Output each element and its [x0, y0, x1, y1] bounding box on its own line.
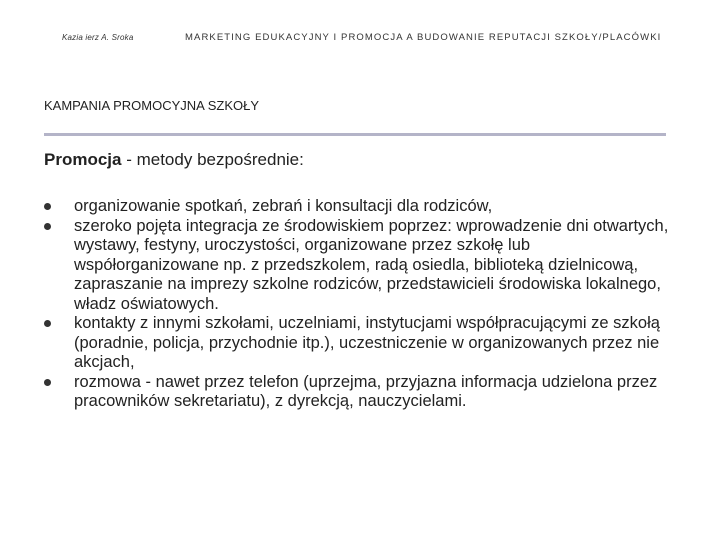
header-title: MARKETING EDUKACYJNY I PROMOCJA A BUDOWANIE REPUTACJI SZKOŁY/PLACÓWKI — [185, 32, 662, 43]
list-item-text: organizowanie spotkań, zebrań i konsultacji dla rodziców, — [74, 197, 493, 215]
bullet-dot-icon — [44, 223, 51, 230]
author-name: Kazia ierz A. Sroka — [62, 33, 134, 42]
bullet-dot-icon — [44, 203, 51, 210]
list-item — [44, 373, 674, 412]
subheading — [44, 150, 304, 170]
list-item — [44, 197, 674, 217]
bullet-list — [44, 197, 674, 412]
subheading-rest: - metody bezpośrednie: — [121, 150, 304, 169]
section-title: KAMPANIA PROMOCYJNA SZKOŁY — [44, 98, 260, 113]
list-item — [44, 217, 674, 315]
list-item-text: rozmowa - nawet przez telefon (uprzejma, przyjazna informacja udzielona przez pracowników sekretariatu), z dyrekcją, nauczycielami. — [74, 372, 658, 410]
subheading-bold: Promocja — [44, 150, 122, 169]
divider-line — [44, 133, 666, 136]
bullet-dot-icon — [44, 379, 51, 386]
list-item-text: szeroko pojęta integracja ze środowiskiem poprzez: wprowadzenie dni otwartych, wystawy, festyny, uroczystości, organizowane przez szkołę lub współorganizowane np. z przedszkolem, radą osiedla, biblioteką dzielnicową, zapraszanie na imprezy szkolne rodziców, przedstawicieli środowiska lokalnego, władz oświatowych. — [74, 216, 669, 313]
list-item-text: kontakty z innymi szkołami, uczelniami, instytucjami współpracującymi ze szkołą (poradnie, policja, przychodnie itp.), uczestniczenie w organizowanych przez nie akcjach, — [74, 314, 660, 371]
list-item — [44, 314, 674, 373]
bullet-dot-icon — [44, 320, 51, 327]
